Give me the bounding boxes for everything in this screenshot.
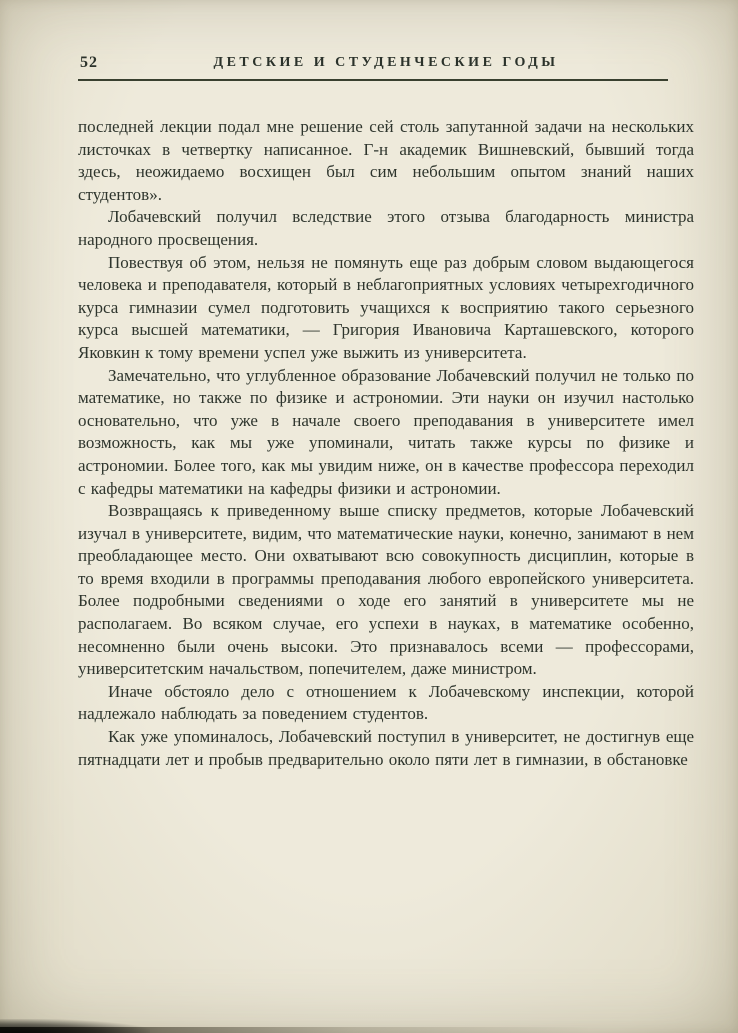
- paragraph: Как уже упоминалось, Лобачевский поступил в университет, не достигнув еще пятнадцати лет и пробыв предварительно около пяти лет в гимназии, в обстановке: [78, 727, 694, 769]
- page-corner-mark: [0, 1019, 150, 1033]
- paragraph: Повествуя об этом, нельзя не помянуть еще раз добрым словом выдающегося человека и преподавателя, который в неблагоприятных условиях четырехгодичного курса гимназии сумел подготовить учащихся к восприятию такого серьезного курса высшей математики, — Григория Ивановича Карташевского, которого Яковкин к тому времени успел уже выжить из университета.: [78, 252, 694, 362]
- paragraph: Лобачевский получил вследствие этого отзыва благодарность министра народного просвещения.: [78, 207, 694, 249]
- page-number: 52: [80, 54, 98, 71]
- paragraph: Замечательно, что углубленное образование Лобачевский получил не только по математике, но также по физике и астрономии. Эти науки он изучил настолько основательно, что уже в начале своего преподавания в университете имел возможность, как мы уже упоминали, читать также курсы по физике и астрономии. Более того, как мы увидим ниже, он в качестве профессора переходил с кафедры математики на кафедры физики и астрономии.: [78, 365, 694, 498]
- paragraph: последней лекции подал мне решение сей столь запутанной задачи на нескольких листочках в четвертку написанное. Г-н академик Вишневский, бывший тогда здесь, неожидаемо восхищен был сим небольшим опытом знаний наших студентов».: [78, 117, 694, 204]
- running-title: ДЕТСКИЕ И СТУДЕНЧЕСКИЕ ГОДЫ: [213, 55, 559, 70]
- page-content: [78, 52, 694, 771]
- paragraph: Иначе обстояло дело с отношением к Лобачевскому инспекции, которой надлежало наблюдать за поведением студентов.: [78, 681, 694, 724]
- body-text: [78, 116, 694, 771]
- page-header: [78, 52, 694, 76]
- header-rule: [78, 79, 668, 81]
- paragraph: Возвращаясь к приведенному выше списку предметов, которые Лобачевский изучал в университете, видим, что математические науки, конечно, занимают в нем преобладающее место. Они охватывают всю совокупность дисциплин, которые в то время входили в программы преподавания любого европейского университета. Более подробными сведениями о ходе его занятий в университете мы не располагаем. Во всяком случае, его успехи в науках, в математике особенно, несомненно были очень высоки. Это признавалось всеми — профессорами, университетским начальством, попечителем, даже министром.: [78, 501, 694, 679]
